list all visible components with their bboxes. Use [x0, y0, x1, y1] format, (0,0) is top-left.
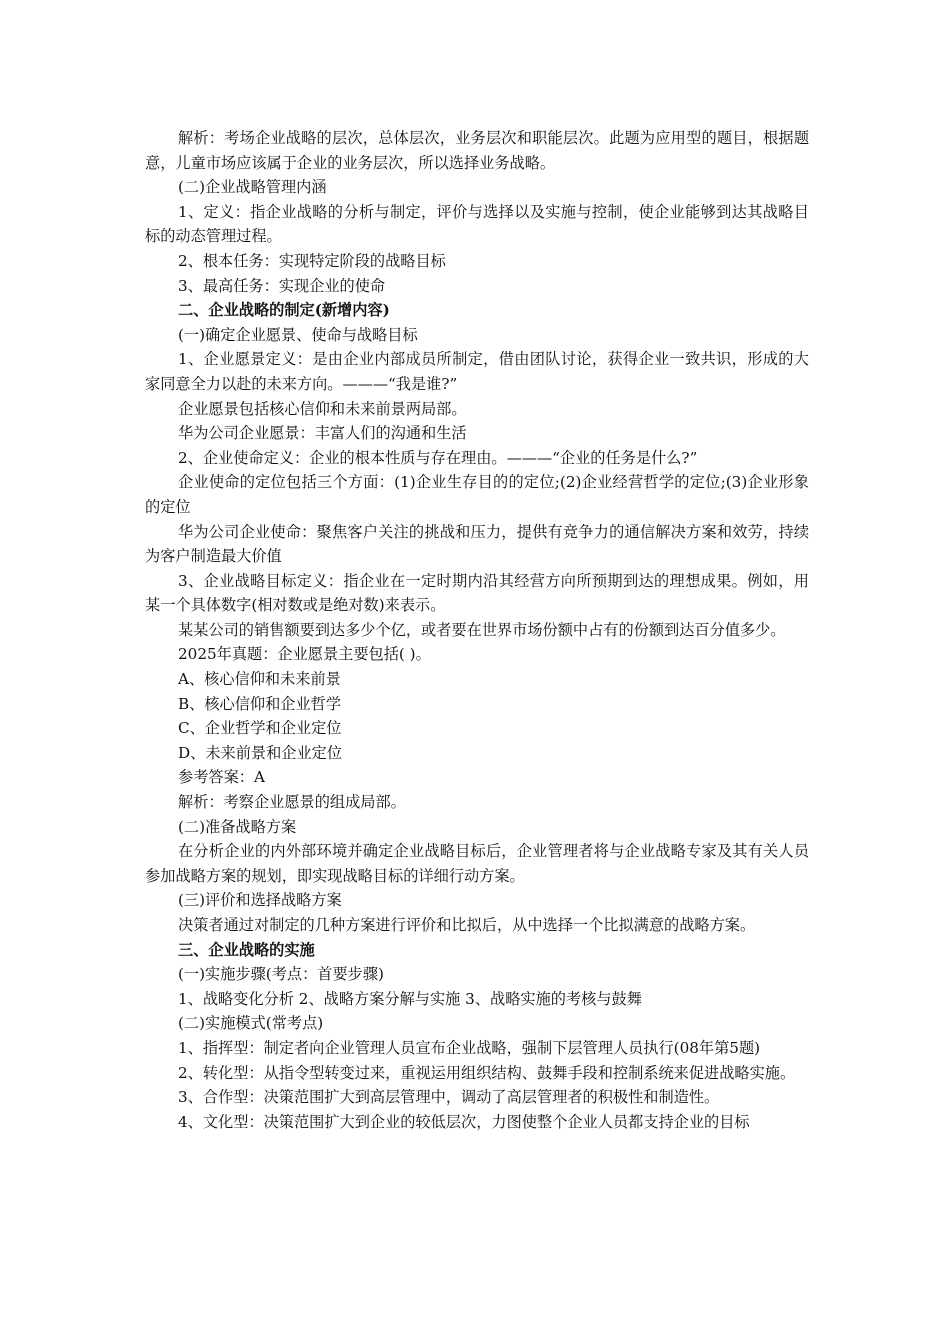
reference-answer: 参考答案：A — [178, 768, 265, 787]
paragraph: 3、企业战略目标定义：指企业在一定时期内沿其经营方向所预期到达的理想成果。例如，用某一个具体数字(相对数或是绝对数)来表示。 — [145, 571, 809, 615]
paragraph: 2、企业使命定义：企业的根本性质与存在理由。———“企业的任务是什么?” — [178, 448, 698, 467]
answer-option: C、企业哲学和企业定位 — [178, 719, 342, 738]
section-subheading: (二)企业战略管理内涵 — [178, 178, 327, 197]
paragraph: 4、文化型：决策范围扩大到企业的较低层次，力图使整个企业人员都支持企业的目标 — [178, 1112, 750, 1131]
document-body — [145, 126, 809, 1134]
section-subheading: (三)评价和选择战略方案 — [178, 891, 342, 910]
paragraph: 在分析企业的内外部环境并确定企业战略目标后，企业管理者将与企业战略专家及其有关人员参加战略方案的规划，即实现战略目标的详细行动方案。 — [145, 842, 809, 885]
paragraph: 企业使命的定位包括三个方面：(1)企业生存目的的定位;(2)企业经营哲学的定位;(3)企业形象的定位 — [145, 473, 809, 516]
paragraph: 1、企业愿景定义：是由企业内部成员所制定，借由团队讨论，获得企业一致共识，形成的大家同意全力以赴的未来方向。———“我是谁?” — [145, 350, 809, 393]
exam-question: 2025年真题：企业愿景主要包括( )。 — [178, 645, 431, 664]
paragraph: 华为公司企业愿景：丰富人们的沟通和生活 — [178, 424, 467, 443]
section-heading: 二、企业战略的制定(新增内容) — [178, 301, 390, 320]
paragraph: 1、指挥型：制定者向企业管理人员宣布企业战略，强制下层管理人员执行(08年第5题) — [178, 1038, 761, 1057]
paragraph: 3、最高任务：实现企业的使命 — [178, 276, 386, 295]
section-subheading: (一)确定企业愿景、使命与战略目标 — [178, 325, 418, 344]
paragraph: 决策者通过对制定的几种方案进行评价和比拟后，从中选择一个比拟满意的战略方案。 — [178, 916, 756, 934]
section-heading: 三、企业战略的实施 — [178, 940, 315, 959]
paragraph: 3、合作型：决策范围扩大到高层管理中，调动了高层管理者的积极性和制造性。 — [178, 1088, 720, 1107]
answer-option: A、核心信仰和未来前景 — [178, 670, 341, 689]
paragraph: 某某公司的销售额要到达多少个亿，或者要在世界市场份额中占有的份额到达百分值多少。 — [178, 620, 786, 639]
paragraph: 1、定义：指企业战略的分析与制定，评价与选择以及实施与控制，使企业能够到达其战略目标的动态管理过程。 — [145, 202, 809, 246]
answer-option: B、核心信仰和企业哲学 — [178, 694, 342, 713]
paragraph: 解析：考察企业愿景的组成局部。 — [178, 793, 406, 812]
answer-option: D、未来前景和企业定位 — [178, 743, 343, 762]
section-subheading: (一)实施步骤(考点：首要步骤) — [178, 965, 384, 984]
paragraph: 2、转化型：从指令型转变过来，重视运用组织结构、鼓舞手段和控制系统来促进战略实施。 — [178, 1063, 796, 1082]
section-subheading: (二)准备战略方案 — [178, 817, 297, 836]
paragraph: 1、战略变化分析 2、战略方案分解与实施 3、战略实施的考核与鼓舞 — [178, 989, 642, 1008]
section-subheading: (二)实施模式(常考点) — [178, 1014, 324, 1033]
paragraph: 企业愿景包括核心信仰和未来前景两局部。 — [178, 399, 467, 418]
paragraph: 解析：考场企业战略的层次，总体层次，业务层次和职能层次。此题为应用型的题目，根据题意，儿童市场应该属于企业的业务层次，所以选择业务战略。 — [145, 129, 809, 172]
paragraph: 2、根本任务：实现特定阶段的战略目标 — [178, 251, 446, 270]
paragraph: 华为公司企业使命：聚焦客户关注的挑战和压力，提供有竞争力的通信解决方案和效劳，持续为客户制造最大价值 — [145, 522, 809, 566]
